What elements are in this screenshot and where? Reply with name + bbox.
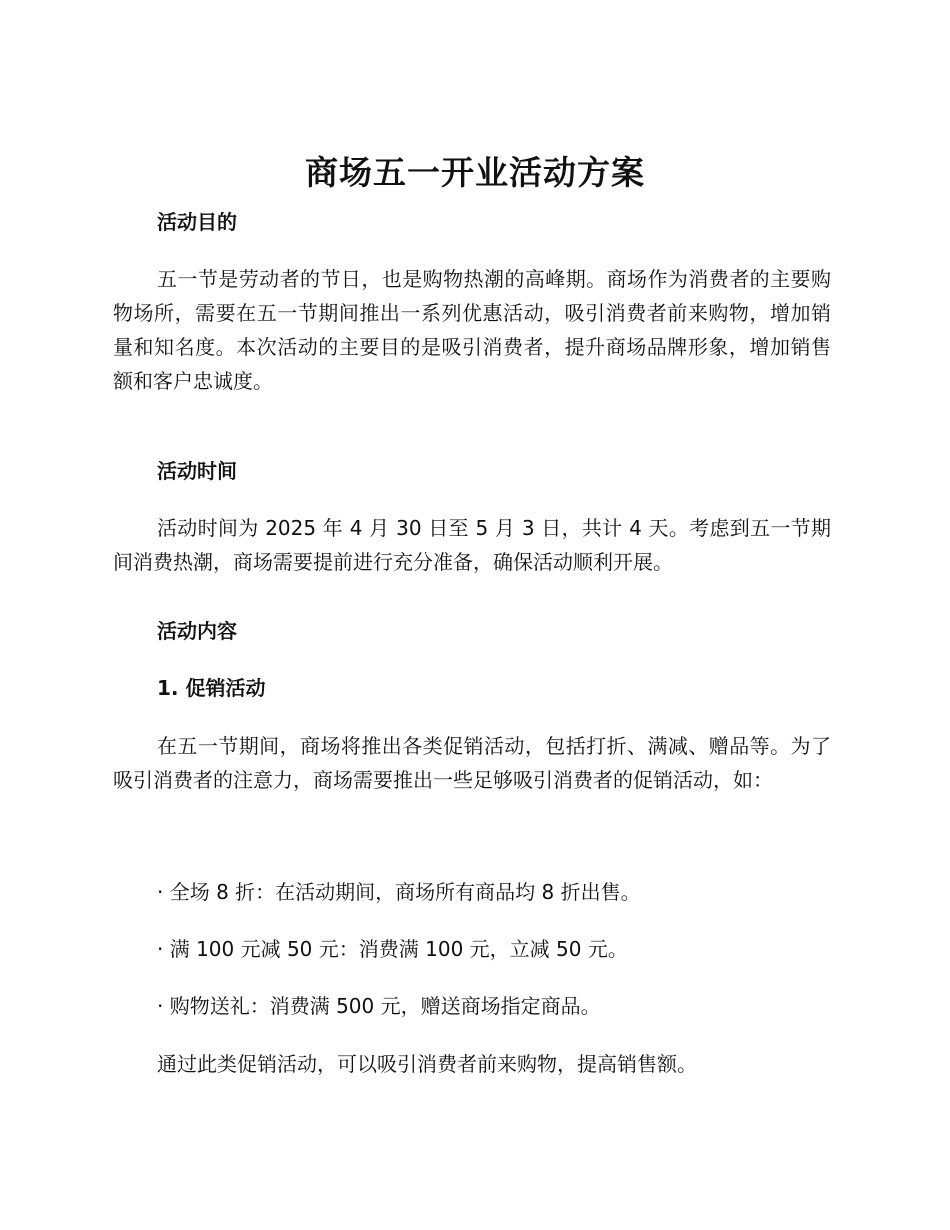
- bullet-item-discount: · 全场 8 折：在活动期间，商场所有商品均 8 折出售。: [157, 880, 641, 904]
- bullet-item-gift: · 购物送礼：消费满 500 元，赠送商场指定商品。: [157, 994, 601, 1018]
- paragraph-purpose: 五一节是劳动者的节日，也是购物热潮的高峰期。商场作为消费者的主要购物场所，需要在五一节期间推出一系列优惠活动，吸引消费者前来购物，增加销量和知名度。本次活动的主要目的是吸引消费者，提升商场品牌形象，增加销售额和客户忠诚度。: [113, 267, 831, 393]
- paragraph-promo: 在五一节期间，商场将推出各类促销活动，包括打折、满减、赠品等。为了吸引消费者的注意力，商场需要推出一些足够吸引消费者的促销活动，如：: [113, 734, 831, 792]
- subsection-heading-promo: 1. 促销活动: [157, 676, 266, 700]
- bullet-item-full-reduction: · 满 100 元减 50 元：消费满 100 元，立减 50 元。: [157, 937, 628, 961]
- section-heading-content: 活动内容: [157, 619, 237, 643]
- section-heading-time: 活动时间: [157, 459, 237, 483]
- paragraph-promo-conclusion: 通过此类促销活动，可以吸引消费者前来购物，提高销售额。: [157, 1052, 697, 1076]
- document-title: 商场五一开业活动方案: [305, 153, 645, 192]
- section-heading-purpose: 活动目的: [157, 210, 237, 234]
- paragraph-time: 活动时间为 2025 年 4 月 30 日至 5 月 3 日，共计 4 天。考虑到五一节期间消费热潮，商场需要提前进行充分准备，确保活动顺利开展。: [113, 516, 831, 574]
